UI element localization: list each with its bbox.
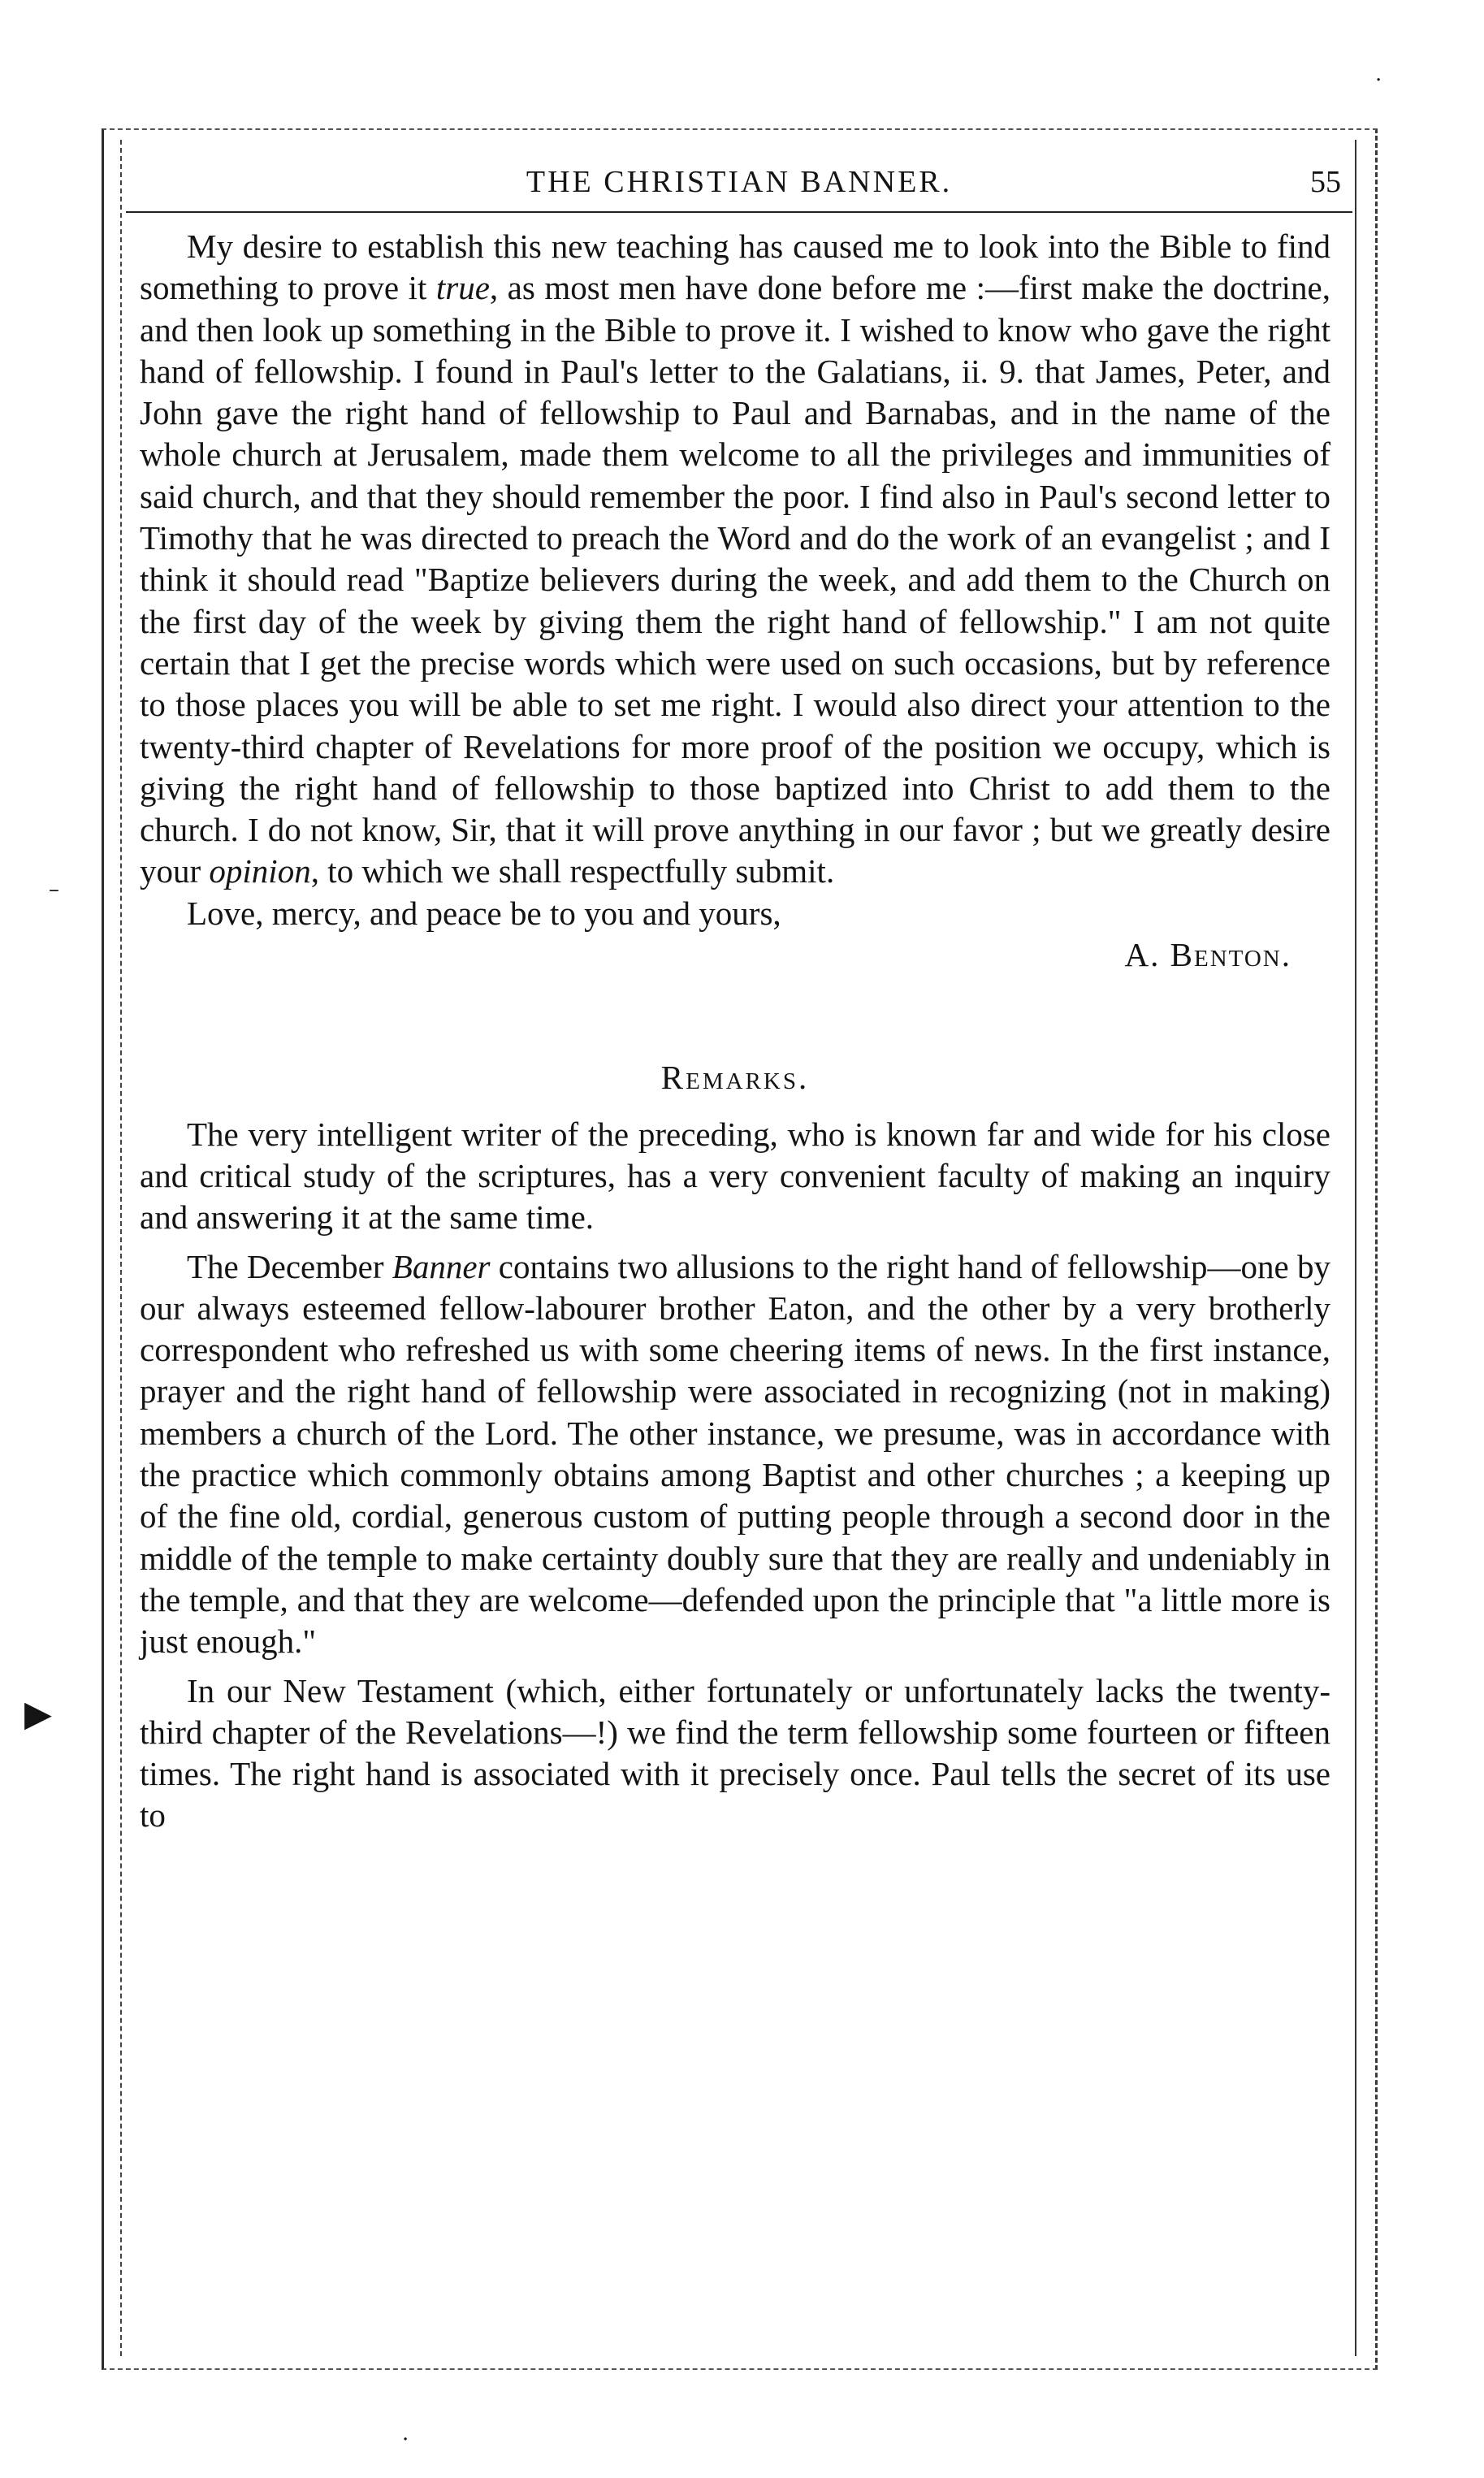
remarks-text: contains two allusions to the right hand of fellowship—one by our always esteemed fellow-labourer brother Eaton, and the other by a very brotherly correspondent who refreshed us with some cheering items of news. In the first instance, prayer and the right hand of fellowship were associated in recognizing (not in making) members a church of the Lord. The other instance, we presume, was in accordance with the practice which commonly obtains among Baptist and other churches ; a keeping up of the fine old, cordial, generous custom of putting people through a second door in the middle of the temple to make certainty doubly sure that they are really and undeniably in the temple, and that they are welcome—defended upon the principle that "a little more is just enough." <box>140 1247 1331 1661</box>
letter-text: , to which we shall respectfully submit. <box>310 852 835 890</box>
page-body <box>140 226 1330 1844</box>
stray-mark: · <box>402 2428 409 2452</box>
remarks-paragraph <box>140 1246 1330 1663</box>
letter-closing: Love, mercy, and peace be to you and yours, <box>187 894 781 932</box>
margin-arrow-mark: ▶ <box>24 1693 52 1735</box>
section-heading: Remarks. <box>660 1059 810 1097</box>
italic-true: true <box>435 269 490 307</box>
remarks-paragraph: In our New Testament (which, either fortunately or unfortunately lacks the twenty-third chapter of the Revelations—!) we find the term fellowship some fourteen or fifteen times. The right hand is associated with it precisely once. Paul tells the secret of its use to <box>140 1671 1330 1835</box>
letter <box>140 226 1330 976</box>
letter-text: , as most men have done before me :—first make the doctrine, and then look up something in the Bible to prove it. I wished to know who gave the right hand of fellowship. I found in Paul's letter to the Galatians, ii. 9. that James, Peter, and John gave the right hand of fellowship to Paul and Barnabas, and in the name of the whole church at Jerusalem, made them welcome to all the privileges and immunities of said church, and that they should remember the poor. I find also in Paul's second letter to Timothy that he was directed to preach the Word and do the work of an evangelist ; and I think it should read "Baptize believers during the week, and add them to the Church on the first day of the week by giving them the right hand of fellowship." I am not quite certain that I get the precise words which were used on such occasions, but by reference to those places you will be able to set me right. I would also direct your attention to the twenty-third chapter of Revelations for more proof of the position we occupy, which is giving the right hand of fellowship to those baptized into Christ to add them to the church. I do not know, Sir, that it will prove anything in our favor ; but we greatly desire your <box>140 269 1330 890</box>
page-header <box>126 162 1352 213</box>
letter-text: My desire to establish this new teaching has caused me to look into the Bible to find something to prove it <box>140 227 1330 307</box>
remarks-section <box>140 1057 1330 1836</box>
letter-paragraph <box>140 226 1330 893</box>
stray-mark: – <box>49 877 59 902</box>
signature: A. Benton. <box>1124 936 1291 974</box>
stray-mark: · <box>1375 68 1382 93</box>
italic-opinion: opinion <box>209 852 311 890</box>
page-number: 55 <box>1310 165 1341 199</box>
remarks-text: The December <box>187 1247 392 1285</box>
remarks-paragraph: The very intelligent writer of the preceding, who is known far and wide for his close and critical study of the scriptures, has a very convenient faculty of making an inquiry and answering it at the same time. <box>140 1115 1330 1237</box>
running-head: THE CHRISTIAN BANNER. <box>526 165 953 199</box>
italic-banner: Banner <box>392 1247 491 1285</box>
